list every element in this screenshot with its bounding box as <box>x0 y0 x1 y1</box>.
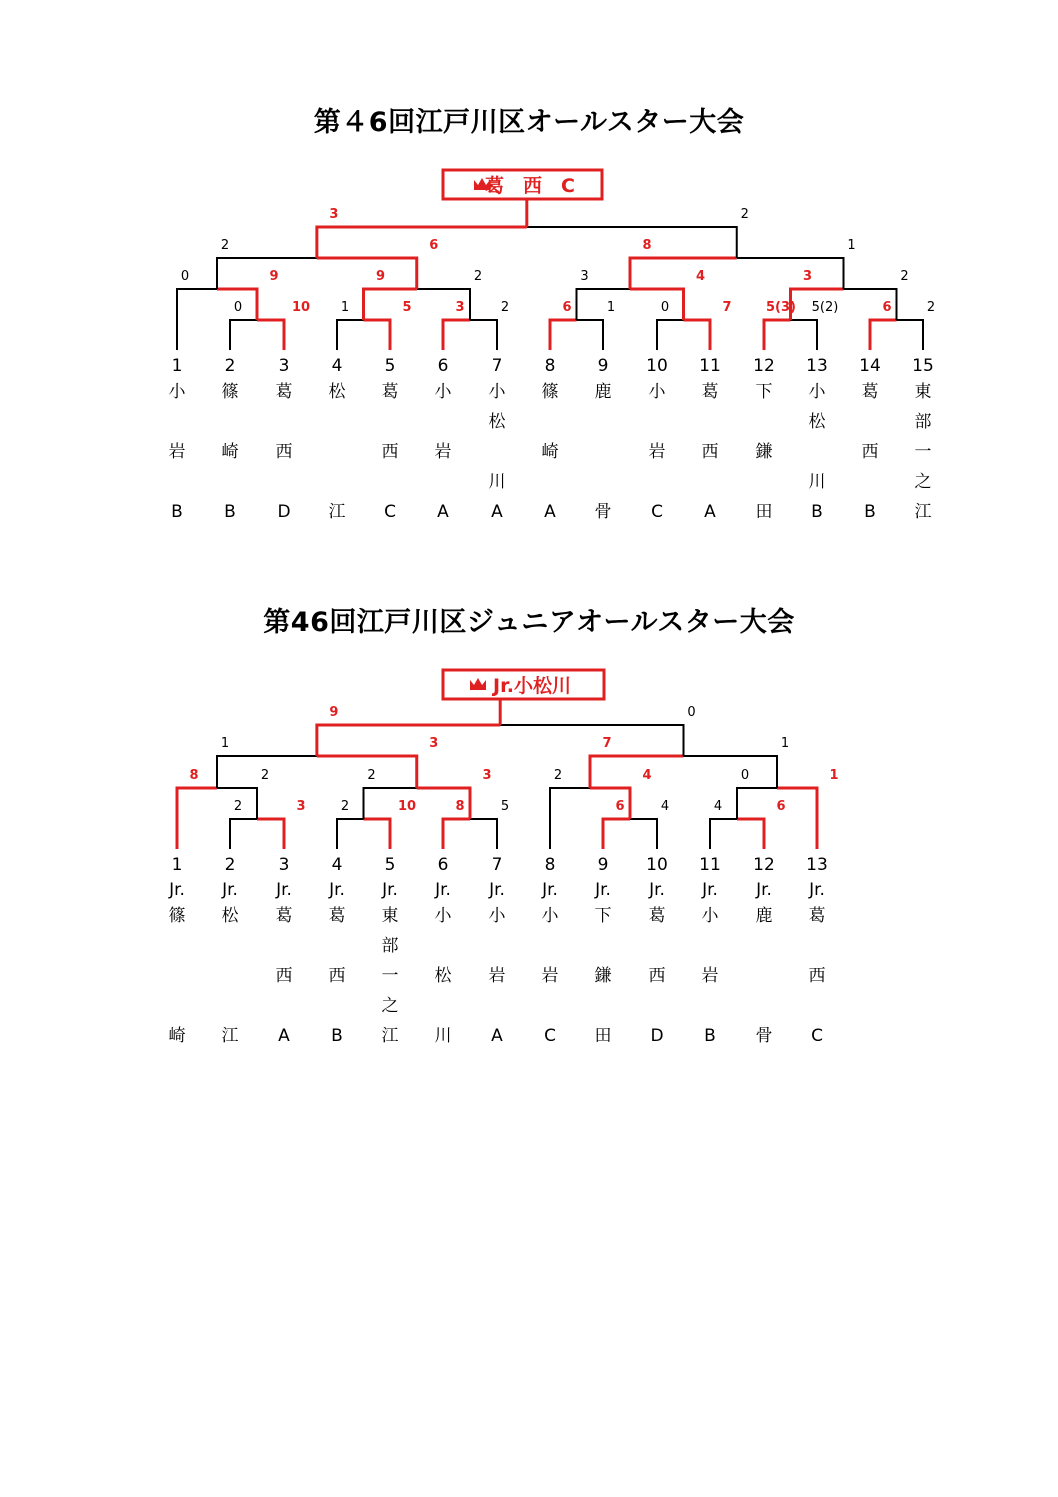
team-name-char: 江 <box>328 502 346 522</box>
team-name-char: 葛 <box>381 382 399 402</box>
match-r1-score-left: 2 <box>340 799 350 814</box>
team-prefix: Jr. <box>809 880 825 900</box>
match-final-score-left: 3 <box>329 207 339 222</box>
team-name-char: 西 <box>275 442 293 462</box>
team-name-char: 西 <box>861 442 879 462</box>
team-number: 13 <box>806 855 828 875</box>
match-r2-line <box>177 289 217 350</box>
match-r2-score-right: 9 <box>269 269 279 284</box>
match-r2-score-left: 2 <box>553 768 563 783</box>
team-name-char: 西 <box>381 442 399 462</box>
team-name-char: 小 <box>808 382 826 402</box>
team-name-char: 篠 <box>221 382 239 402</box>
team-name-char: D <box>277 502 291 522</box>
team-number: 1 <box>171 356 183 376</box>
match-r1-line <box>337 320 364 350</box>
match-r1-line <box>257 819 284 849</box>
match-r3-score-right: 6 <box>429 238 439 253</box>
team-prefix: Jr. <box>329 880 345 900</box>
match-r1-score-right: 7 <box>722 300 732 315</box>
team-name-char: 小 <box>488 906 506 926</box>
team-number: 6 <box>437 356 449 376</box>
team-name-char: 松 <box>434 966 452 986</box>
match-r3-line <box>590 756 684 788</box>
team-prefix: Jr. <box>756 880 772 900</box>
team-name-char: 下 <box>594 906 612 926</box>
team-name-char: 江 <box>221 1026 239 1046</box>
team-name-char: 川 <box>434 1026 452 1046</box>
team-name-char: 崎 <box>221 442 239 462</box>
team-name-char: 岩 <box>648 442 666 462</box>
team-name-char: D <box>650 1026 664 1046</box>
team-name-char: 西 <box>808 966 826 986</box>
team-name-char: 小 <box>648 382 666 402</box>
match-r2-line <box>577 289 631 320</box>
match-r2-line <box>777 788 817 849</box>
team-name-char: C <box>811 1026 823 1046</box>
team-name-char: 岩 <box>434 442 452 462</box>
team-prefix: Jr. <box>382 880 398 900</box>
team-number: 3 <box>278 356 290 376</box>
team-number: 11 <box>699 855 721 875</box>
match-r2-score-left: 8 <box>189 768 199 783</box>
match-r1-line <box>684 320 711 350</box>
match-r1-line <box>230 819 257 849</box>
team-prefix: Jr. <box>169 880 185 900</box>
match-r1-line <box>603 819 630 849</box>
match-r2-score-right: 3 <box>482 768 492 783</box>
team-name-char: A <box>437 502 449 522</box>
team-name-char: A <box>278 1026 290 1046</box>
match-r2-line <box>737 788 777 819</box>
team-name-char: 小 <box>488 382 506 402</box>
match-r3-score-left: 2 <box>220 238 230 253</box>
team-number: 9 <box>597 855 609 875</box>
match-r1-score-left: 3 <box>455 300 465 315</box>
match-r1-score-right: 1 <box>606 300 616 315</box>
match-r1-score-left: 0 <box>660 300 670 315</box>
match-r1-score-left: 4 <box>713 799 723 814</box>
match-r1-line <box>257 320 284 350</box>
champion-name: 葛 西 C <box>485 175 575 197</box>
team-name-char: 小 <box>701 906 719 926</box>
team-name-char: 西 <box>328 966 346 986</box>
team-name-char: 葛 <box>328 906 346 926</box>
team-number: 4 <box>331 855 343 875</box>
team-name-char: 一 <box>381 966 399 986</box>
match-r1-line <box>443 320 470 350</box>
match-r1-line <box>791 320 818 350</box>
match-r1-line <box>870 320 897 350</box>
team-name-char: 松 <box>328 382 346 402</box>
team-number: 7 <box>491 356 503 376</box>
team-name-char: 川 <box>488 472 506 492</box>
match-r1-score-right: 6 <box>776 799 786 814</box>
match-r2-line <box>177 788 217 849</box>
team-name-char: A <box>491 502 503 522</box>
team-prefix: Jr. <box>702 880 718 900</box>
match-final-line <box>317 227 527 258</box>
match-r1-score-left: 6 <box>882 300 892 315</box>
match-final-line <box>500 725 683 756</box>
team-name-char: 葛 <box>648 906 666 926</box>
team-name-char: 岩 <box>488 966 506 986</box>
match-r1-score-right: 5 <box>402 300 412 315</box>
team-name-char: 篠 <box>168 906 186 926</box>
team-number: 7 <box>491 855 503 875</box>
team-prefix: Jr. <box>489 880 505 900</box>
team-prefix: Jr. <box>542 880 558 900</box>
team-name-char: 部 <box>381 936 399 956</box>
match-r2-line <box>550 788 590 849</box>
team-name-char: C <box>544 1026 556 1046</box>
match-r1-line <box>710 819 737 849</box>
match-r1-score-left: 6 <box>615 799 625 814</box>
team-name-char: 小 <box>434 906 452 926</box>
team-name-char: B <box>864 502 876 522</box>
team-name-char: B <box>331 1026 343 1046</box>
team-name-char: 小 <box>434 382 452 402</box>
match-r1-score-left: 5(3) <box>766 300 796 315</box>
team-number: 3 <box>278 855 290 875</box>
match-r3-score-right: 1 <box>780 736 790 751</box>
team-name-char: B <box>224 502 236 522</box>
match-r2-score-left: 0 <box>740 768 750 783</box>
match-r1-score-right: 10 <box>397 799 417 814</box>
match-final-line <box>527 227 737 258</box>
match-final-line <box>317 725 500 756</box>
team-number: 2 <box>224 356 236 376</box>
team-name-char: A <box>491 1026 503 1046</box>
team-number: 11 <box>699 356 721 376</box>
team-number: 1 <box>171 855 183 875</box>
team-name-char: B <box>704 1026 716 1046</box>
match-r1-score-right: 4 <box>660 799 670 814</box>
match-r3-line <box>217 258 317 289</box>
match-r1-score-left: 0 <box>233 300 243 315</box>
team-prefix: Jr. <box>435 880 451 900</box>
team-name-char: 骨 <box>594 502 612 522</box>
match-r1-line <box>550 320 577 350</box>
team-number: 5 <box>384 356 396 376</box>
match-final-score-right: 2 <box>740 207 749 222</box>
team-name-char: 葛 <box>275 382 293 402</box>
champion-name: Jr.小松川 <box>493 675 571 697</box>
team-number: 10 <box>646 356 668 376</box>
team-name-char: 東 <box>914 382 932 402</box>
team-prefix: Jr. <box>649 880 665 900</box>
team-number: 6 <box>437 855 449 875</box>
team-name-char: 葛 <box>861 382 879 402</box>
team-number: 12 <box>753 356 775 376</box>
match-r1-score-right: 2 <box>926 300 936 315</box>
team-name-char: 小 <box>541 906 559 926</box>
team-name-char: 篠 <box>541 382 559 402</box>
match-r2-score-left: 3 <box>580 269 589 284</box>
team-number: 10 <box>646 855 668 875</box>
match-r1-score-left: 6 <box>562 300 572 315</box>
team-name-char: A <box>704 502 716 522</box>
match-r1-line <box>764 320 791 350</box>
match-r1-line <box>897 320 924 350</box>
team-name-char: 下 <box>755 382 773 402</box>
team-number: 8 <box>544 855 556 875</box>
team-name-char: 西 <box>701 442 719 462</box>
team-prefix: Jr. <box>276 880 292 900</box>
match-r1-line <box>577 320 604 350</box>
match-r2-score-right: 4 <box>695 269 706 284</box>
team-name-char: 鎌 <box>594 966 612 986</box>
match-r1-line <box>443 819 470 849</box>
match-r1-line <box>364 320 391 350</box>
match-r1-score-right: 2 <box>500 300 510 315</box>
match-r1-line <box>737 819 764 849</box>
match-r2-score-right: 2 <box>900 269 909 284</box>
team-prefix: Jr. <box>222 880 238 900</box>
team-name-char: 葛 <box>808 906 826 926</box>
match-r2-score-left: 0 <box>180 269 190 284</box>
match-r1-line <box>630 819 657 849</box>
match-final-score-left: 9 <box>329 705 339 720</box>
team-number: 15 <box>912 356 934 376</box>
team-name-char: 崎 <box>168 1026 186 1046</box>
team-prefix: Jr. <box>595 880 611 900</box>
match-r3-score-left: 1 <box>220 736 230 751</box>
match-r1-line <box>657 320 684 350</box>
match-r3-line <box>737 258 844 289</box>
match-r3-line <box>684 756 778 788</box>
team-name-char: 田 <box>755 502 773 522</box>
team-name-char: B <box>171 502 183 522</box>
team-name-char: 東 <box>381 906 399 926</box>
team-name-char: 岩 <box>701 966 719 986</box>
match-r2-score-right: 4 <box>642 768 652 783</box>
match-r1-score-left: 2 <box>233 799 243 814</box>
match-r3-score-right: 3 <box>429 736 439 751</box>
team-name-char: 松 <box>808 412 826 432</box>
match-r3-score-right: 1 <box>847 238 856 253</box>
match-r2-score-right: 1 <box>829 768 839 783</box>
team-number: 12 <box>753 855 775 875</box>
team-name-char: 一 <box>914 442 932 462</box>
match-r2-line <box>630 289 684 320</box>
team-name-char: 江 <box>381 1026 399 1046</box>
team-name-char: 西 <box>275 966 293 986</box>
match-r1-score-right: 3 <box>296 799 306 814</box>
team-name-char: 川 <box>808 472 826 492</box>
match-r1-score-right: 10 <box>291 300 311 315</box>
team-number: 5 <box>384 855 396 875</box>
team-name-char: 松 <box>488 412 506 432</box>
match-final-score-right: 0 <box>687 705 696 720</box>
match-r2-score-right: 2 <box>260 768 270 783</box>
team-number: 8 <box>544 356 556 376</box>
match-r1-score-left: 1 <box>340 300 350 315</box>
team-name-char: 葛 <box>275 906 293 926</box>
team-name-char: B <box>811 502 823 522</box>
team-name-char: 崎 <box>541 442 559 462</box>
match-r1-line <box>337 819 364 849</box>
team-number: 4 <box>331 356 343 376</box>
match-r2-score-left: 2 <box>367 768 376 783</box>
match-r2-score-right: 2 <box>473 269 483 284</box>
match-r3-line <box>317 258 417 289</box>
team-name-char: 小 <box>168 382 186 402</box>
match-r3-score-left: 7 <box>602 736 612 751</box>
match-r2-score-left: 3 <box>802 269 813 284</box>
team-name-char: 西 <box>648 966 666 986</box>
match-r1-line <box>364 819 391 849</box>
team-name-char: 松 <box>221 906 239 926</box>
team-number: 9 <box>597 356 609 376</box>
team-name-char: 之 <box>381 996 399 1016</box>
team-number: 2 <box>224 855 236 875</box>
match-r3-line <box>630 258 737 289</box>
team-name-char: 部 <box>914 412 932 432</box>
team-name-char: 鹿 <box>755 906 773 926</box>
tournament-title-junior: 第46回江戸川区ジュニアオールスター大会 <box>263 607 795 638</box>
match-r1-score-right: 5 <box>500 799 510 814</box>
team-name-char: 骨 <box>755 1026 773 1046</box>
team-name-char: C <box>651 502 663 522</box>
team-name-char: 岩 <box>168 442 186 462</box>
match-r1-line <box>470 320 497 350</box>
team-name-char: 田 <box>594 1026 612 1046</box>
team-number: 13 <box>806 356 828 376</box>
team-name-char: 江 <box>914 502 932 522</box>
team-name-char: A <box>544 502 556 522</box>
match-r3-score-left: 8 <box>642 238 652 253</box>
match-r1-line <box>470 819 497 849</box>
team-name-char: 之 <box>914 472 932 492</box>
team-name-char: 葛 <box>701 382 719 402</box>
team-name-char: 岩 <box>541 966 559 986</box>
team-name-char: 鎌 <box>755 442 773 462</box>
match-r1-line <box>230 320 257 350</box>
match-r2-score-left: 9 <box>375 269 386 284</box>
team-name-char: C <box>384 502 396 522</box>
match-r1-score-right: 5(2) <box>811 300 839 315</box>
tournament-title-allstar: 第４6回江戸川区オールスター大会 <box>313 107 745 138</box>
team-number: 14 <box>859 356 881 376</box>
team-name-char: 鹿 <box>594 382 612 402</box>
match-r1-score-left: 8 <box>455 799 465 814</box>
